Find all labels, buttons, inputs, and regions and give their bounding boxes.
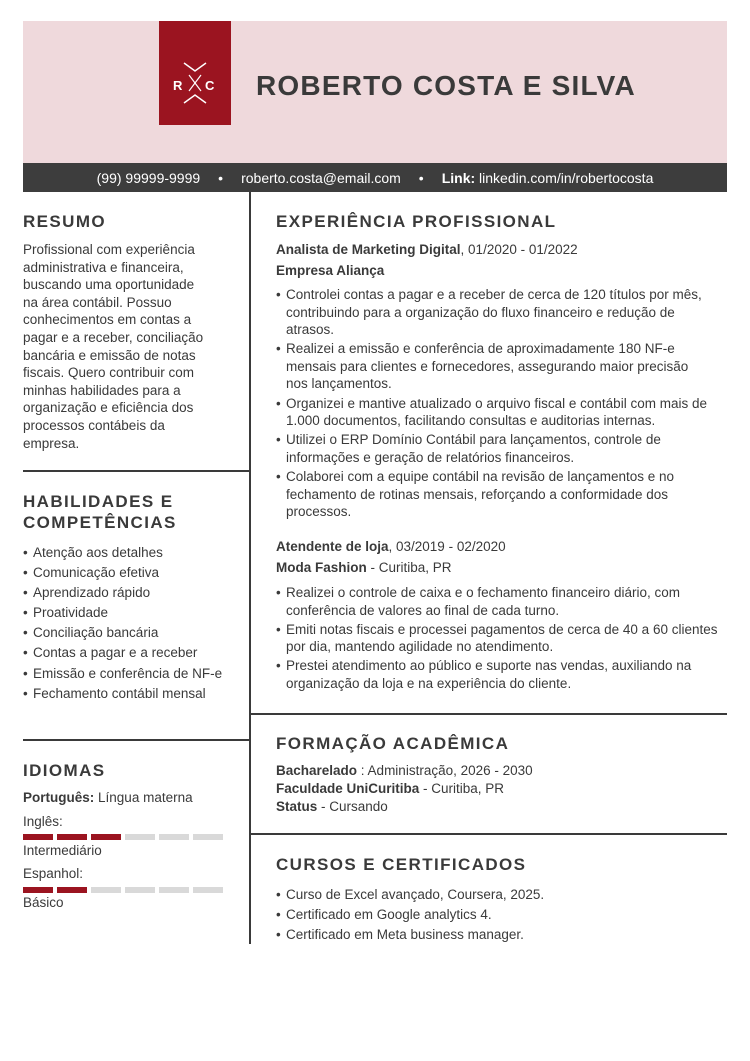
level-segment [57, 887, 87, 893]
level-segment [159, 834, 189, 840]
english-level-bar [23, 834, 223, 840]
level-segment [193, 834, 223, 840]
list-item: • Contas a pagar e a receber [23, 644, 223, 662]
school-line: Faculdade UniCuritiba - Curitiba, PR [276, 781, 505, 796]
section-divider [23, 739, 249, 741]
experiencia-title: EXPERIÊNCIA PROFISSIONAL [276, 212, 557, 231]
phone-number: (99) 99999-9999 [96, 169, 201, 186]
column-divider [249, 192, 251, 944]
resumo-title: RESUMO [23, 212, 107, 231]
level-segment [125, 834, 155, 840]
formacao-title: FORMAÇÃO ACADÊMICA [276, 734, 510, 753]
level-segment [91, 887, 121, 893]
initial-c: C [205, 78, 215, 93]
skills-list [23, 544, 223, 705]
list-item: • Fechamento contábil mensal [23, 685, 223, 703]
list-item: • Realizei o controle de caixa e o fechamento financeiro diário, com conferência de valores ao final de cada turno. [276, 584, 731, 619]
list-item: • Emissão e conferência de NF-e [23, 665, 223, 683]
list-item: • Proatividade [23, 604, 223, 622]
job-company-line: Empresa Aliança [276, 263, 385, 278]
list-item: • Utilizei o ERP Domínio Contábil para lançamentos, controle de informações e geração de relatórios financeiros. [276, 431, 731, 466]
level-segment [91, 834, 121, 840]
job-bullets [276, 286, 731, 522]
list-item: • Controlei contas a pagar e a receber de cerca de 120 títulos por mês, contribuindo para a organização do fluxo financeiro e redução de atrasos. [276, 286, 731, 339]
list-item: • Certificado em Google analytics 4. [276, 906, 731, 924]
resumo-text: Profissional com experiência administrativa e financeira, buscando uma oportunidade na área contábil. Possuo conhecimentos em contas a pagar e a receber, conciliação bancária e emissão de notas fiscais. Quero contribuir com minhas habilidades para a organização e eficiência dos processos contábeis da empresa. [23, 242, 204, 451]
language-name: Inglês: [23, 814, 63, 829]
language-level: Intermediário [23, 843, 102, 858]
email-address[interactable]: roberto.costa@email.com [241, 169, 401, 186]
candidate-name: ROBERTO COSTA E SILVA [256, 70, 636, 101]
habilidades-title: HABILIDADES E COMPETÊNCIAS [23, 492, 177, 532]
link-label: Link: [441, 169, 476, 186]
job-company-line: Moda Fashion - Curitiba, PR [276, 560, 452, 575]
list-item: • Emiti notas fiscais e processei pagamentos de cerca de 40 a 60 clientes por dia, mantendo agilidade no atendimento. [276, 621, 731, 656]
list-item: • Colaborei com a equipe contábil na revisão de lançamentos e no fechamento de rotinas mensais, reforçando a conformidade dos processos. [276, 468, 731, 521]
job-bullets [276, 584, 731, 694]
linkedin-link[interactable]: linkedin.com/in/robertocosta [479, 169, 654, 186]
level-segment [23, 887, 53, 893]
job-title-line: Atendente de loja, 03/2019 - 02/2020 [276, 539, 506, 554]
initial-r: R [173, 78, 183, 93]
list-item: • Prestei atendimento ao público e suporte nas vendas, auxiliando na organização da loja e na experiência do cliente. [276, 657, 731, 692]
list-item: • Aprendizado rápido [23, 584, 223, 602]
job-title-line: Analista de Marketing Digital, 01/2020 - 01/2022 [276, 242, 578, 257]
list-item: • Organizei e mantive atualizado o arquivo fiscal e contábil com mais de 1.000 documentos, facilitando consultas e auditorias internas. [276, 395, 731, 430]
language-name: Espanhol: [23, 866, 84, 881]
level-segment [159, 887, 189, 893]
list-item: • Atenção aos detalhes [23, 544, 223, 562]
courses-list [276, 886, 731, 946]
section-divider [251, 833, 727, 835]
list-item: • Conciliação bancária [23, 624, 223, 642]
language-level: Básico [23, 895, 64, 910]
spanish-level-bar [23, 887, 223, 893]
section-divider [23, 470, 249, 472]
list-item: • Realizei a emissão e conferência de aproximadamente 180 NF-e mensais para clientes e fornecedores, assegurando maior precisão nos lançamentos. [276, 340, 731, 393]
status-line: Status - Cursando [276, 799, 388, 814]
level-segment [125, 887, 155, 893]
idiomas-title: IDIOMAS [23, 761, 106, 780]
list-item: • Curso de Excel avançado, Coursera, 2025. [276, 886, 731, 904]
header-banner [23, 21, 727, 163]
monogram-chevrons-icon [159, 21, 231, 125]
contact-bar [23, 163, 727, 192]
native-language: Português: Língua materna [23, 790, 193, 805]
level-segment [193, 887, 223, 893]
separator-dot: • [218, 169, 224, 186]
section-divider [251, 713, 727, 715]
list-item: • Certificado em Meta business manager. [276, 926, 731, 944]
monogram-logo [159, 21, 231, 125]
level-segment [23, 834, 53, 840]
degree-line: Bacharelado : Administração, 2026 - 2030 [276, 763, 533, 778]
level-segment [57, 834, 87, 840]
cursos-title: CURSOS E CERTIFICADOS [276, 855, 527, 874]
separator-dot: • [418, 169, 424, 186]
list-item: • Comunicação efetiva [23, 564, 223, 582]
